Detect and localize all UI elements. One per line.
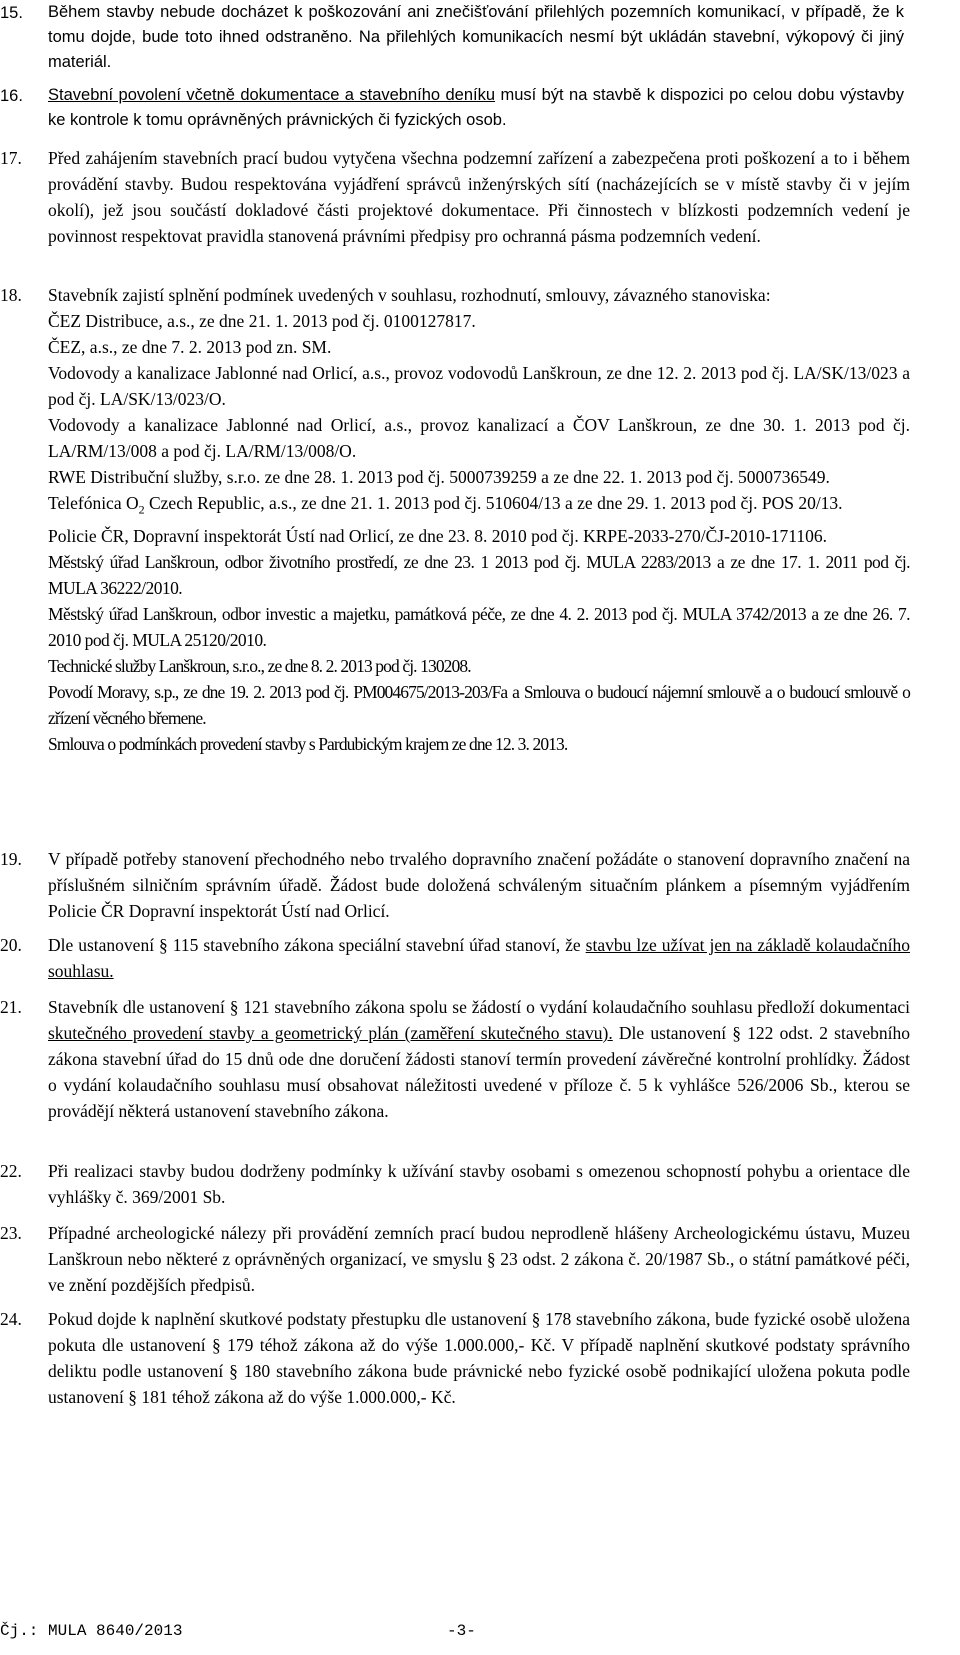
- subscript: 2: [138, 502, 145, 517]
- item-text: [48, 0, 904, 75]
- item-paragraph: Při realizaci stavby budou dodrženy podmínky k užívání stavby osobami s omezenou schopností pohybu a orientace dle vyhlášky č. 369/2001 Sb.: [48, 1161, 910, 1207]
- item-number: 15.: [0, 4, 23, 22]
- item-text: [48, 145, 910, 249]
- item-text: [48, 1306, 910, 1410]
- item-paragraph: Případné archeologické nálezy při provádění zemních prací budou neprodleně hlášeny Archeologickému ústavu, Muzeu Lanškroun nebo některé z oprávněných organizací, ve smyslu § 23 odst. 2 zákona č. 20/1987 Sb., o státní památkové péči, ve znění pozdějších předpisů.: [48, 1223, 910, 1295]
- underlined-phrase: Stavební povolení včetně dokumentace a stavebního deníku: [48, 86, 496, 104]
- item-paragraph: Stavebník dle ustanovení § 121 stavebního zákona spolu se žádostí o vydání kolaudačního souhlasu předloží dokumentaci: [48, 997, 910, 1017]
- entry-part: Czech Republic, a.s., ze dne 21. 1. 2013 pod čj. 510604/13 a ze dne 29. 1. 2013 pod čj. POS 20/13.: [144, 493, 843, 513]
- approval-entry: ČEZ Distribuce, a.s., ze dne 21. 1. 2013 pod čj. 0100127817.: [48, 311, 476, 331]
- item-text: [48, 1220, 910, 1298]
- underlined-phrase: skutečného provedení stavby a geometrický plán (zaměření skutečného stavu).: [48, 1023, 613, 1043]
- approval-entry: Vodovody a kanalizace Jablonné nad Orlicí, a.s., provoz vodovodů Lanškroun, ze dne 12. 2. 2013 pod čj. LA/SK/13/023 a pod čj. LA/SK/13/023/O.: [48, 363, 910, 409]
- approval-entry: ČEZ, a.s., ze dne 7. 2. 2013 pod zn. SM.: [48, 337, 332, 357]
- item-number: 21.: [0, 997, 22, 1017]
- approval-entry: Městský úřad Lanškroun, odbor životního prostředí, ze dne 23. 1 2013 pod čj. MULA 2283/2013 a ze dne 17. 1. 2011 pod čj. MULA 36222/2010.: [48, 551, 910, 598]
- item-number: 19.: [0, 849, 22, 869]
- item-number: 18.: [0, 285, 22, 305]
- item-number: 23.: [0, 1223, 22, 1243]
- approval-entry: Technické služby Lanškroun, s.r.o., ze dne 8. 2. 2013 pod čj. 130208.: [48, 655, 471, 676]
- item-number: 22.: [0, 1161, 22, 1181]
- approval-entry-telefonica: [48, 490, 910, 523]
- approval-entry: Městský úřad Lanškroun, odbor investic a majetku, památková péče, ze dne 4. 2. 2013 pod čj. MULA 3742/2013 a ze dne 26. 7. 2010 pod čj. MULA 25120/2010.: [48, 603, 910, 650]
- approval-entry: Povodí Moravy, s.p., ze dne 19. 2. 2013 pod čj. PM004675/2013-203/Fa a Smlouva o budoucí nájemní smlouvě a o budoucí smlouvě o zřízení věcného břemene.: [48, 681, 910, 728]
- footer-reference: Čj.: MULA 8640/2013: [0, 1622, 183, 1640]
- item-text: [48, 994, 910, 1124]
- item-text: [48, 1158, 910, 1210]
- item-paragraph: Před zahájením stavebních prací budou vytyčena všechna podzemní zařízení a zabezpečena proti poškození a to i během provádění stavby. Budou respektována vyjádření správců inženýrských sítí (nacházejících se v místě stavby či v jejím okolí), jež jsou součástí dokladové části projektové dokumentace. Při činnostech v blízkosti podzemních vedení je povinnost respektovat pravidla stanovená právními předpisy pro ochranná pásma podzemních vedení.: [48, 148, 910, 246]
- item-paragraph: Během stavby nebude docházet k poškozování ani znečišťování přilehlých pozemních komunikací, v případě, že k tomu dojde, bude toto ihned odstraněno. Na přilehlých komunikacích nesmí být ukládán stavební, výkopový či jiný materiál.: [48, 3, 904, 71]
- item-text: [48, 282, 910, 757]
- item-paragraph: V případě potřeby stanovení přechodného nebo trvalého dopravního značení požádáte o stanovení dopravního značení na příslušném silničním správním úřadě. Žádost bude doložená schváleným situačním plánkem a písemným vyjádřením Policie ČR Dopravní inspektorát Ústí nad Orlicí.: [48, 849, 910, 921]
- item-number: 17.: [0, 148, 22, 168]
- item-text: [48, 932, 910, 984]
- item-text: [48, 846, 910, 924]
- item-paragraph: Dle ustanovení § 122 odst. 2 stavebního zákona stavební úřad do 15 dnů ode dne doručení žádosti stanoví termín provedení závěrečné kontrolní prohlídky. Žádost o vydání kolaudačního souhlasu musí obsahovat náležitosti uvedené v příloze č. 5 k vyhlášce 526/2006 Sb., kterou se provádějí některá ustanovení stavebního zákona.: [48, 1023, 910, 1121]
- approval-entry: Policie ČR, Dopravní inspektorát Ústí nad Orlicí, ze dne 23. 8. 2010 pod čj. KRPE-2033-270/ČJ-2010-171106.: [48, 525, 827, 546]
- entry-part: Telefónica O: [48, 493, 139, 513]
- item-paragraph: Dle ustanovení § 115 stavebního zákona speciální stavební úřad stanoví, že: [48, 935, 586, 955]
- page-number: -3-: [447, 1622, 476, 1640]
- item-number: 20.: [0, 935, 22, 955]
- item-number: 16.: [0, 87, 23, 105]
- approval-entry: RWE Distribuční služby, s.r.o. ze dne 28. 1. 2013 pod čj. 5000739259 a ze dne 22. 1. 2013 pod čj. 5000736549.: [48, 467, 830, 487]
- approval-entry: Smlouva o podmínkách provedení stavby s Pardubickým krajem ze dne 12. 3. 2013.: [48, 733, 568, 754]
- item-number: 24.: [0, 1309, 22, 1329]
- item-text: [48, 83, 904, 133]
- approval-entry: Vodovody a kanalizace Jablonné nad Orlicí, a.s., provoz kanalizací a ČOV Lanškroun, ze dne 30. 1. 2013 pod čj. LA/RM/13/008 a pod čj. LA/RM/13/008/O.: [48, 415, 910, 461]
- underlined-phrase: stavbu lze užívat jen na základě kolaudačního souhlasu.: [48, 935, 911, 981]
- item-intro: Stavebník zajistí splnění podmínek uvedených v souhlasu, rozhodnutí, smlouvy, závazného stanoviska:: [48, 285, 771, 305]
- item-paragraph: musí být na stavbě k dispozici po celou dobu výstavby ke kontrole k tomu oprávněných právnických či fyzických osob.: [48, 86, 905, 129]
- item-paragraph: Pokud dojde k naplnění skutkové podstaty přestupku dle ustanovení § 178 stavebního zákona, bude fyzické osobě uložena pokuta dle ustanovení § 179 téhož zákona až do výše 1.000.000,- Kč. V případě naplnění skutkové podstaty správního deliktu podle ustanovení § 180 stavebního zákona bude právnické nebo fyzické osobě podnikající uložena pokuta podle ustanovení § 181 téhož zákona až do výše 1.000.000,- Kč.: [48, 1309, 910, 1407]
